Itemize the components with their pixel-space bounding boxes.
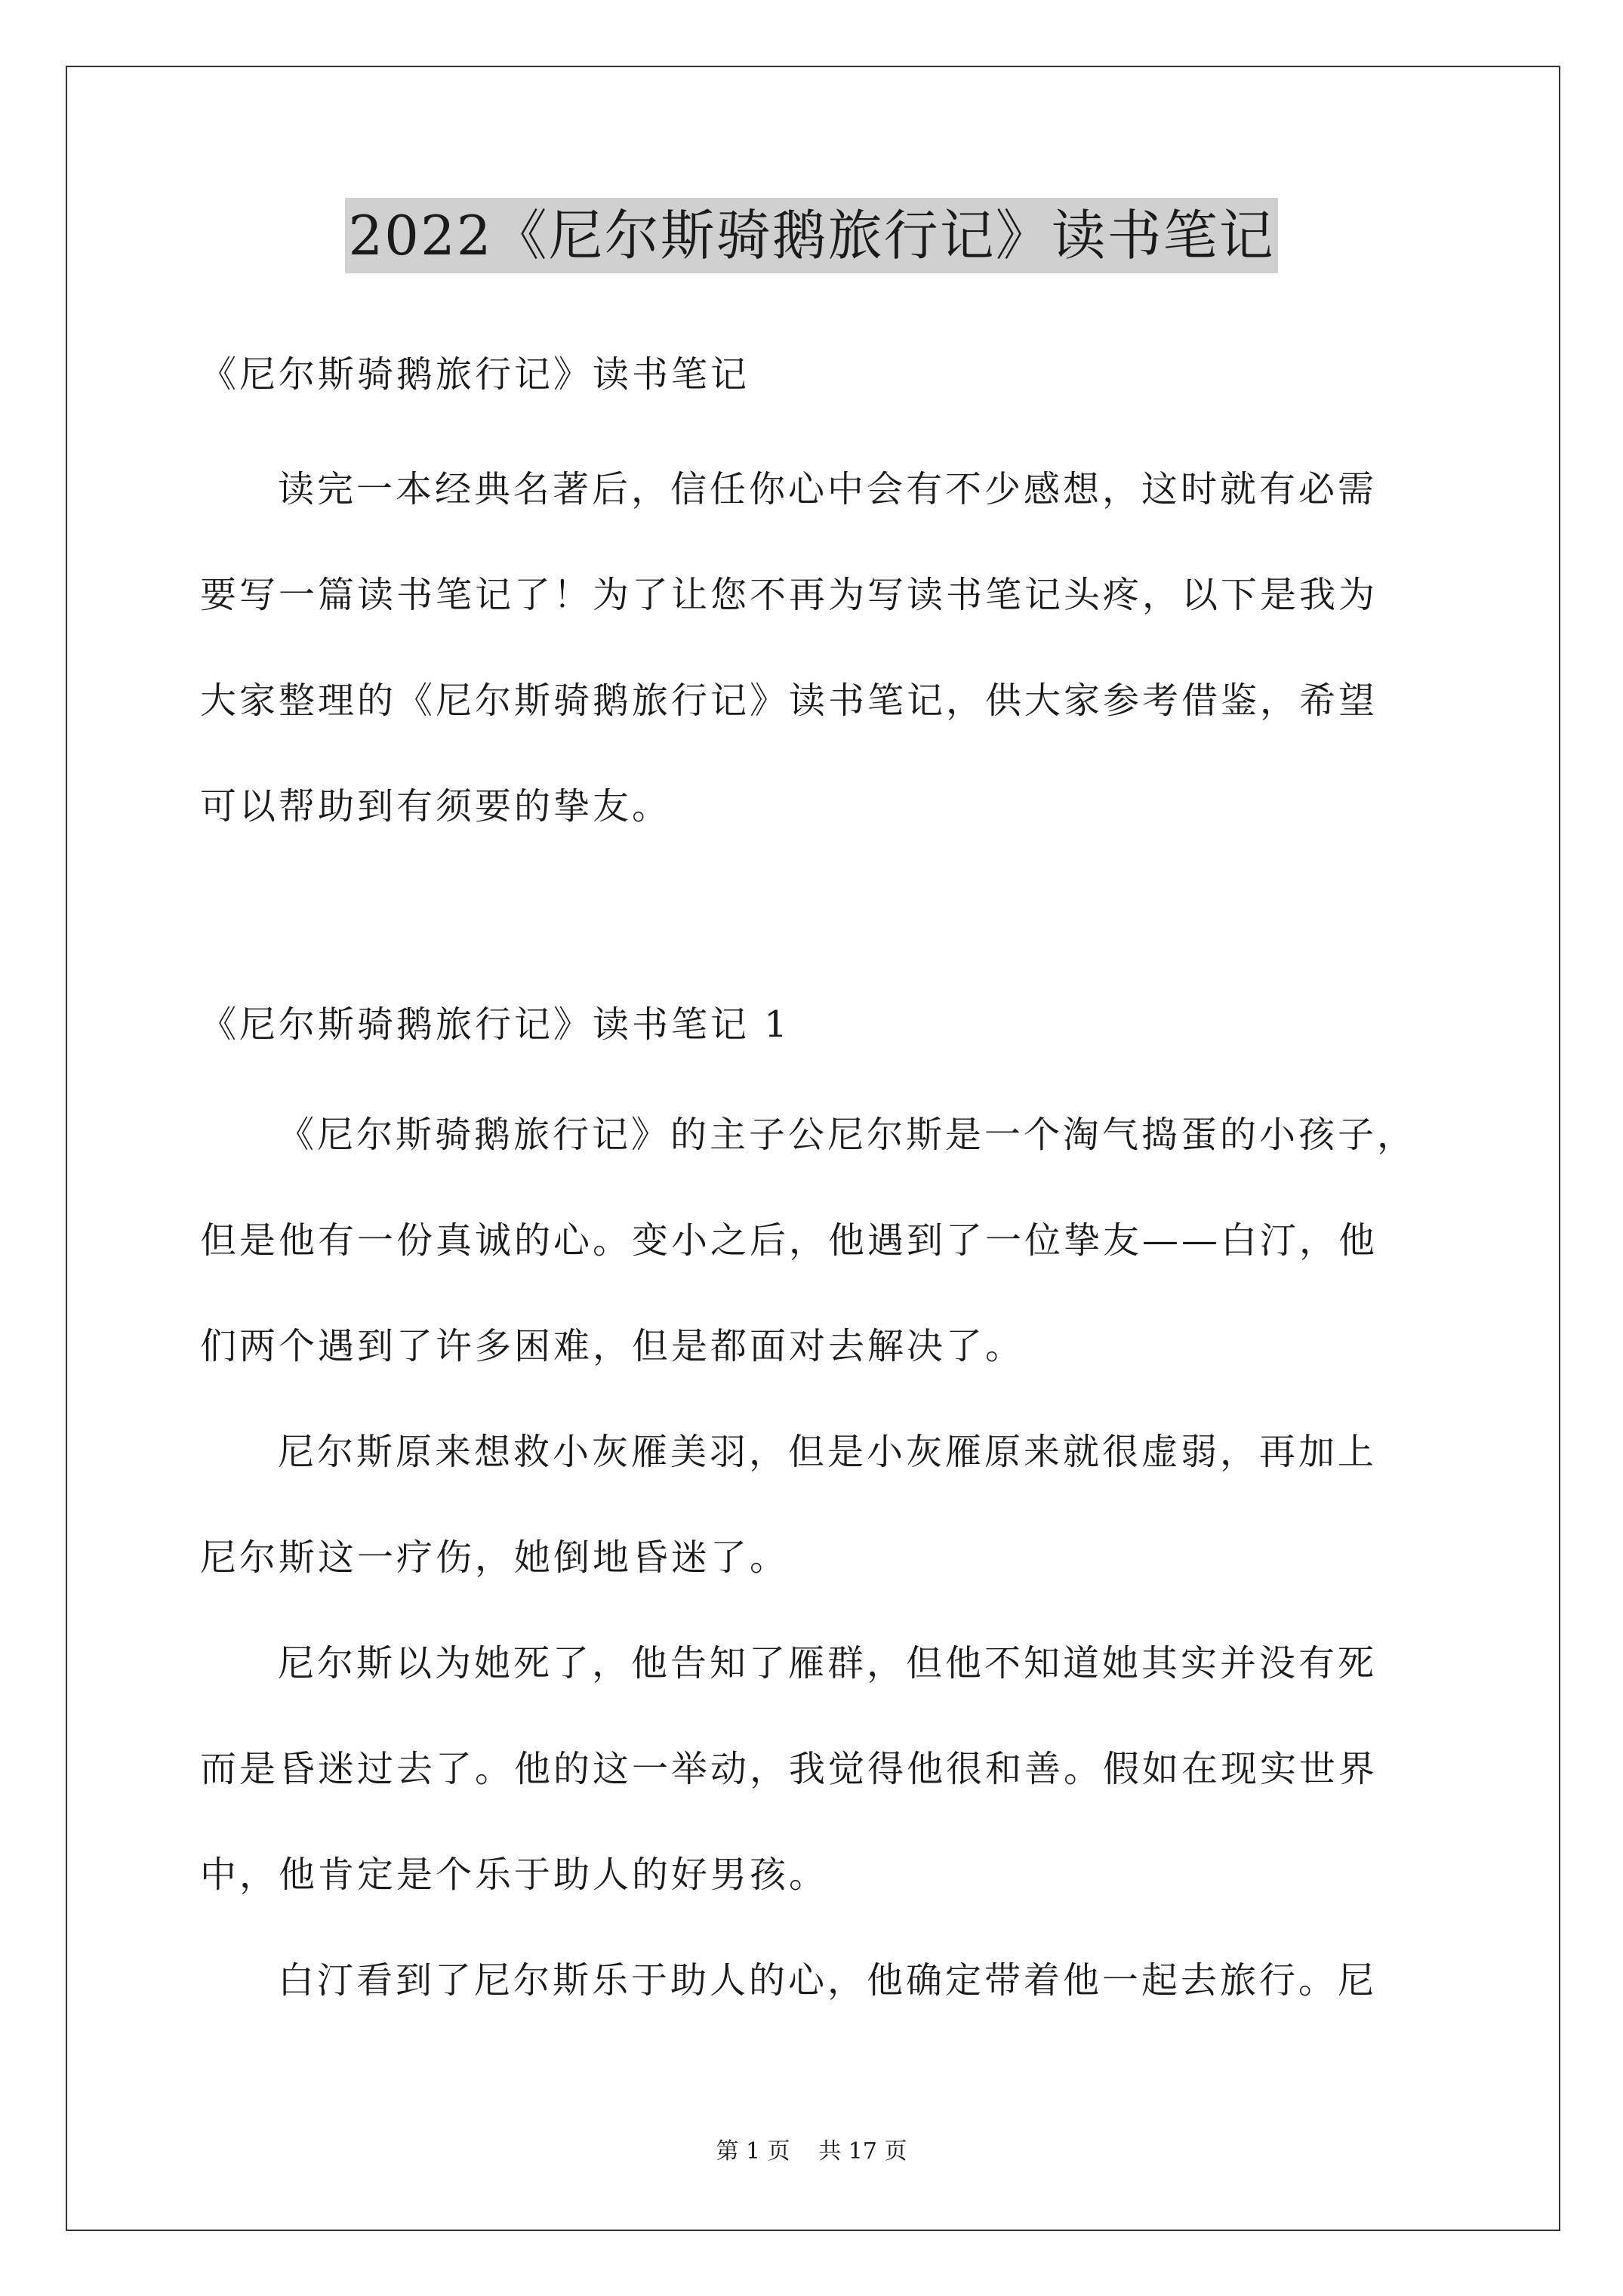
title-container <box>0 198 1623 273</box>
paragraph-line: 尼尔斯以为她死了，他告知了雁群，但他不知道她其实并没有死 <box>278 1642 1378 1684</box>
paragraph-line: 白汀看到了尼尔斯乐于助人的心，他确定带着他一起去旅行。尼 <box>278 1959 1378 2002</box>
paragraph-line: 《尼尔斯骑鹅旅行记》的主子公尼尔斯是一个淘气捣蛋的小孩子， <box>278 1114 1417 1156</box>
paragraph-line: 而是昏迷过去了。他的这一举动，我觉得他很和善。假如在现实世界 <box>200 1748 1378 1790</box>
paragraph-line: 中，他肯定是个乐于助人的好男孩。 <box>200 1854 829 1896</box>
document-title: 2022《尼尔斯骑鹅旅行记》读书笔记 <box>345 198 1277 273</box>
paragraph-line: 要写一篇读书笔记了！为了让您不再为写读书笔记头疼，以下是我为 <box>200 574 1378 616</box>
section-heading: 《尼尔斯骑鹅旅行记》读书笔记 1 <box>200 1003 790 1046</box>
paragraph-line: 们两个遇到了许多困难，但是都面对去解决了。 <box>200 1325 1025 1367</box>
paragraph-line: 读完一本经典名著后，信任你心中会有不少感想，这时就有必需 <box>278 468 1378 510</box>
paragraph-line: 尼尔斯这一疗伤，她倒地昏迷了。 <box>200 1536 790 1579</box>
page-number: 第 1 页 <box>716 2138 790 2165</box>
page-footer <box>0 2137 1623 2167</box>
section-heading: 《尼尔斯骑鹅旅行记》读书笔记 <box>200 353 750 396</box>
paragraph-line: 但是他有一份真诚的心。变小之后，他遇到了一位挚友——白汀，他 <box>200 1219 1378 1262</box>
paragraph-line: 尼尔斯原来想救小灰雁美羽，但是小灰雁原来就很虚弱，再加上 <box>278 1431 1378 1473</box>
paragraph-line: 大家整理的《尼尔斯骑鹅旅行记》读书笔记，供大家参考借鉴，希望 <box>200 680 1378 722</box>
paragraph-line: 可以帮助到有须要的挚友。 <box>200 785 672 827</box>
page-total: 共 17 页 <box>818 2138 907 2165</box>
